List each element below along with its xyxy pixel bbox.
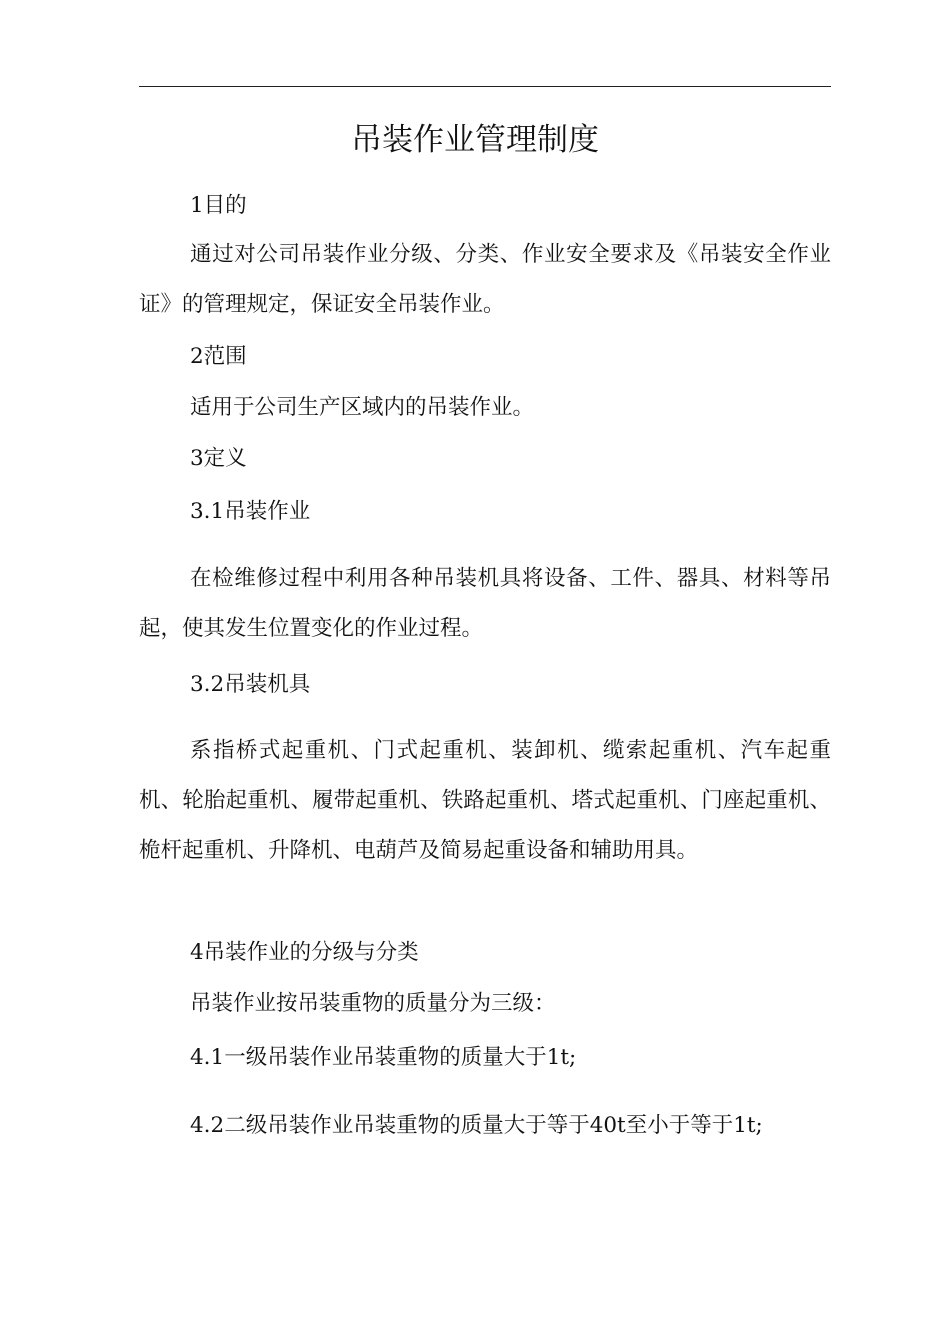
subsection-heading-lifting-equipment: 3.2吊装机具 — [190, 672, 311, 697]
paragraph-lifting-operation: 在检维修过程中利用各种吊装机具将设备、工件、器具、材料等吊起，使其发生位置变化的作业过程。 — [139, 566, 831, 641]
subsection-heading-lifting-operation: 3.1吊装作业 — [190, 499, 311, 524]
section-heading-purpose: 1目的 — [190, 193, 247, 218]
item-level-one: 4.1一级吊装作业吊装重物的质量大于1t; — [190, 1045, 577, 1070]
section-heading-classification: 4吊装作业的分级与分类 — [190, 940, 419, 965]
paragraph-lifting-equipment: 系指桥式起重机、门式起重机、装卸机、缆索起重机、汽车起重机、轮胎起重机、履带起重机、铁路起重机、塔式起重机、门座起重机、桅杆起重机、升降机、电葫芦及简易起重设备和辅助用具。 — [139, 738, 831, 863]
header-rule — [139, 86, 831, 87]
item-level-two: 4.2二级吊装作业吊装重物的质量大于等于40t至小于等于1t; — [190, 1113, 763, 1138]
paragraph-classification-intro: 吊装作业按吊装重物的质量分为三级： — [190, 991, 556, 1016]
document-title: 吊装作业管理制度 — [351, 122, 599, 158]
section-heading-definitions: 3定义 — [190, 446, 247, 471]
section-heading-scope: 2范围 — [190, 344, 247, 369]
paragraph-scope: 适用于公司生产区域内的吊装作业。 — [190, 395, 535, 420]
paragraph-purpose: 通过对公司吊装作业分级、分类、作业安全要求及《吊装安全作业证》的管理规定，保证安全吊装作业。 — [139, 242, 831, 317]
